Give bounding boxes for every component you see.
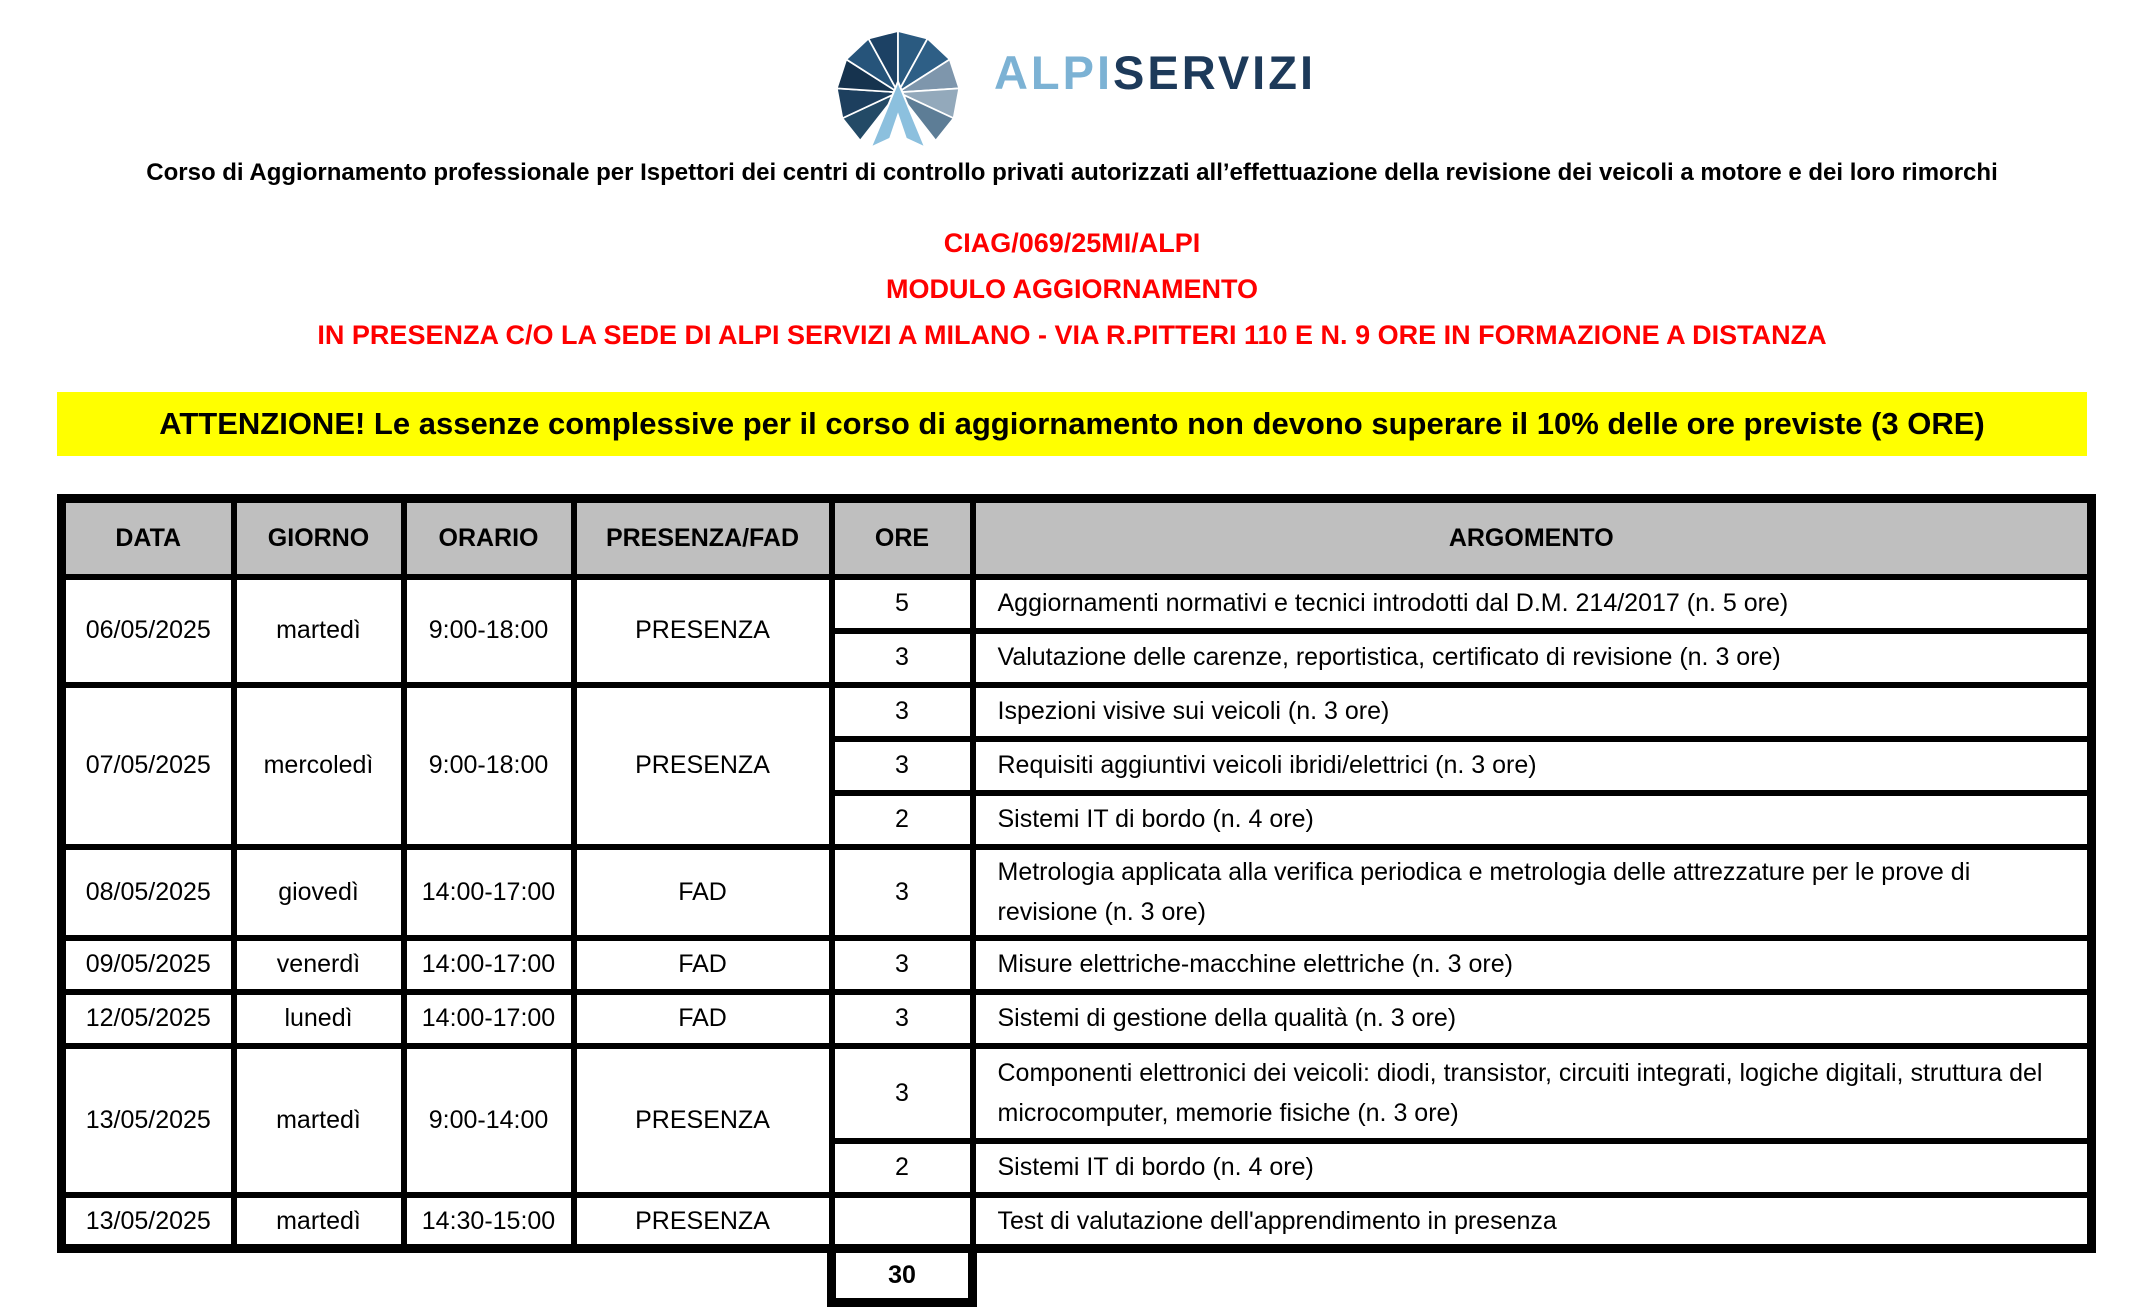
module-title: MODULO AGGIORNAMENTO [886,274,1258,304]
header-presenza-fad: PRESENZA/FAD [574,499,832,577]
cell-mode: PRESENZA [574,1195,832,1249]
total-ore-cell: 30 [832,1249,973,1303]
cell-ore: 3 [832,847,973,938]
header-data: DATA [62,499,234,577]
table-row [62,847,2092,938]
logo-wordmark [994,45,1316,100]
cell-data: 12/05/2025 [62,992,234,1046]
cell-ore: 2 [832,793,973,847]
logo [57,0,2087,150]
cell-ore: 3 [832,631,973,685]
mode-line: IN PRESENZA C/O LA SEDE DI ALPI SERVIZI A MILANO - VIA R.PITTERI 110 E N. 9 ORE IN FORMAZIONE A DISTANZA [317,320,1827,350]
cell-argomento: Ispezioni visive sui veicoli (n. 3 ore) [973,685,2092,739]
table-row [62,938,2092,992]
header-orario: ORARIO [404,499,574,577]
header-argomento: ARGOMENTO [973,499,2092,577]
table-row [62,1046,2092,1141]
attendance-warning-banner: ATTENZIONE! Le assenze complessive per il corso di aggiornamento non devono superare il 10% delle ore previste (3 ORE) [57,392,2087,456]
cell-orario: 14:00-17:00 [404,938,574,992]
cell-argomento: Valutazione delle carenze, reportistica, certificato di revisione (n. 3 ore) [973,631,2092,685]
umbrella-arrow-logo-icon [828,11,968,151]
cell-argomento: Sistemi IT di bordo (n. 4 ore) [973,1141,2092,1195]
cell-argomento: Componenti elettronici dei veicoli: diodi, transistor, circuiti integrati, logiche digitali, struttura del microcomputer, memorie fisiche (n. 3 ore) [973,1046,2092,1141]
cell-ore: 3 [832,938,973,992]
cell-ore: 3 [832,1046,973,1141]
table-row [62,1195,2092,1249]
logo-text-alpi: ALPI [993,45,1114,99]
cell-data: 13/05/2025 [62,1195,234,1249]
cell-ore: 3 [832,739,973,793]
cell-ore: 3 [832,992,973,1046]
cell-giorno: martedì [234,1046,404,1195]
cell-orario: 14:00-17:00 [404,847,574,938]
header-ore: ORE [832,499,973,577]
cell-data: 06/05/2025 [62,577,234,685]
cell-giorno: martedì [234,577,404,685]
cell-data: 08/05/2025 [62,847,234,938]
cell-giorno: giovedì [234,847,404,938]
cell-argomento: Aggiornamenti normativi e tecnici introdotti dal D.M. 214/2017 (n. 5 ore) [973,577,2092,631]
cell-giorno: martedì [234,1195,404,1249]
cell-ore: 2 [832,1141,973,1195]
cell-ore: 3 [832,685,973,739]
cell-data: 13/05/2025 [62,1046,234,1195]
table-row [62,685,2092,739]
cell-orario: 9:00-14:00 [404,1046,574,1195]
cell-argomento: Test di valutazione dell'apprendimento in presenza [973,1195,2092,1249]
table-row [62,992,2092,1046]
cell-giorno: mercoledì [234,685,404,847]
cell-mode: FAD [574,938,832,992]
cell-mode: PRESENZA [574,1046,832,1195]
cell-argomento: Metrologia applicata alla verifica periodica e metrologia delle attrezzature per le prove di revisione (n. 3 ore) [973,847,2092,938]
table-header-row [62,499,2092,577]
cell-orario: 9:00-18:00 [404,577,574,685]
logo-text-servizi: SERVIZI [1113,45,1317,99]
cell-mode: PRESENZA [574,577,832,685]
header-giorno: GIORNO [234,499,404,577]
cell-orario: 9:00-18:00 [404,685,574,847]
table-row [62,577,2092,631]
course-code: CIAG/069/25MI/ALPI [943,228,1201,258]
cell-data: 07/05/2025 [62,685,234,847]
cell-data: 09/05/2025 [62,938,234,992]
cell-giorno: lunedì [234,992,404,1046]
schedule-table [57,494,2096,1307]
cell-argomento: Sistemi IT di bordo (n. 4 ore) [973,793,2092,847]
cell-ore [832,1195,973,1249]
cell-giorno: venerdì [234,938,404,992]
total-row [62,1249,2092,1303]
cell-argomento: Sistemi di gestione della qualità (n. 3 ore) [973,992,2092,1046]
cell-orario: 14:30-15:00 [404,1195,574,1249]
cell-ore: 5 [832,577,973,631]
total-row-spacer [62,1249,832,1303]
course-heading-block [57,226,2087,352]
total-row-spacer [973,1249,2092,1303]
cell-mode: FAD [574,992,832,1046]
cell-mode: FAD [574,847,832,938]
cell-orario: 14:00-17:00 [404,992,574,1046]
course-title: Corso di Aggiornamento professionale per Ispettori dei centri di controllo privati autorizzati all’effettuazione della revisione dei veicoli a motore e dei loro rimorchi [146,159,1998,186]
cell-argomento: Misure elettriche-macchine elettriche (n. 3 ore) [973,938,2092,992]
cell-mode: PRESENZA [574,685,832,847]
cell-argomento: Requisiti aggiuntivi veicoli ibridi/elettrici (n. 3 ore) [973,739,2092,793]
